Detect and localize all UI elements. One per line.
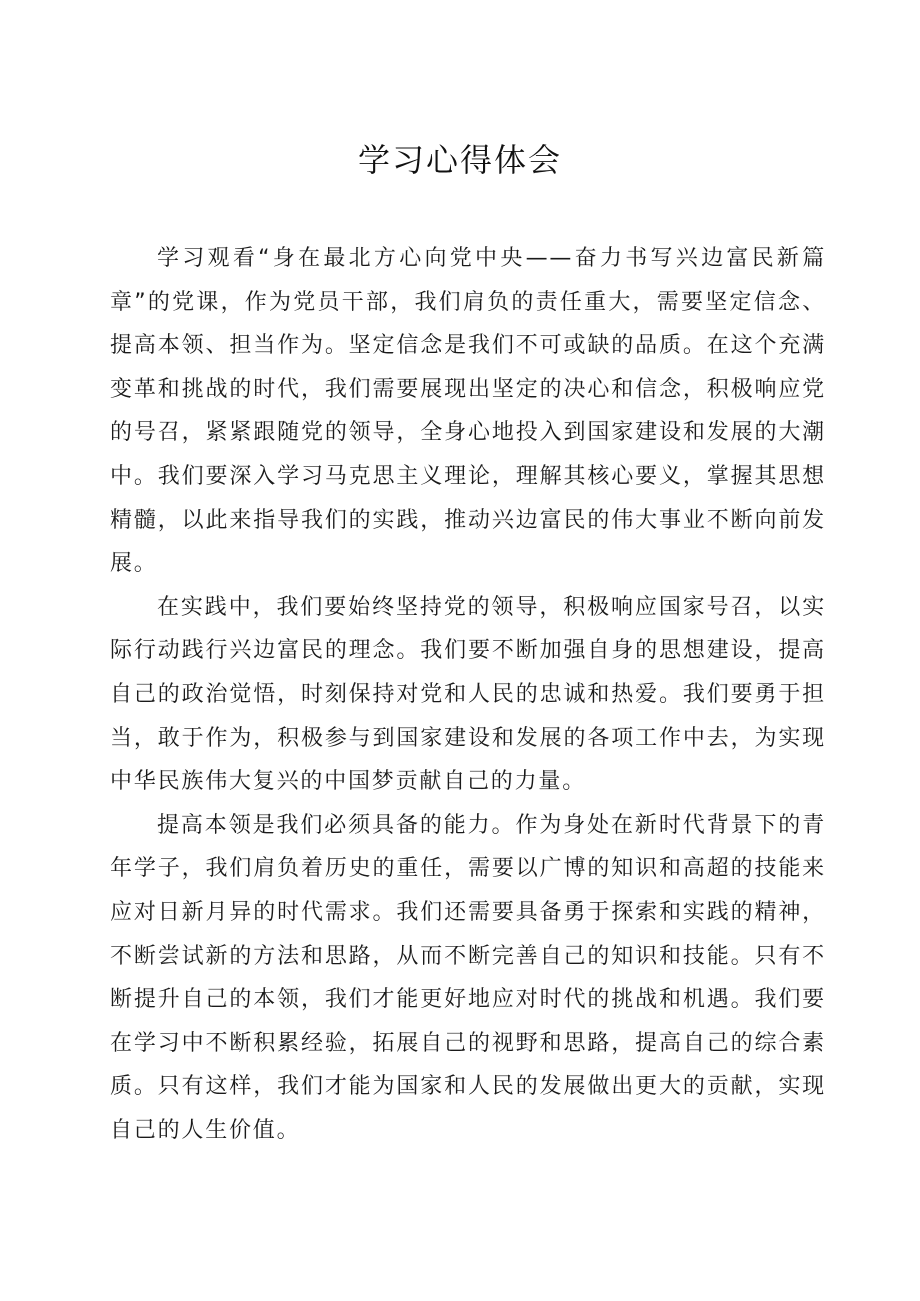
paragraph-1: 学习观看“身在最北方心向党中央——奋力书写兴边富民新篇章”的党课，作为党员干部，我们肩负的责任重大，需要坚定信念、提高本领、担当作为。坚定信念是我们不可或缺的品质。在这个充满变革和挑战的时代，我们需要展现出坚定的决心和信念，积极响应党的号召，紧紧跟随党的领导，全身心地投入到国家建设和发展的大潮中。我们要深入学习马克思主义理论，理解其核心要义，掌握其思想精髓，以此来指导我们的实践，推动兴边富民的伟大事业不断向前发展。 (110, 246, 826, 577)
document-body (110, 237, 826, 1152)
paragraph-3: 提高本领是我们必须具备的能力。作为身处在新时代背景下的青年学子，我们肩负着历史的重任，需要以广博的知识和高超的技能来应对日新月异的时代需求。我们还需要具备勇于探索和实践的精神，不断尝试新的方法和思路，从而不断完善自己的知识和技能。只有不断提升自己的本领，我们才能更好地应对时代的挑战和机遇。我们要在学习中不断积累经验，拓展自己的视野和思路，提高自己的综合素质。只有这样，我们才能为国家和人民的发展做出更大的贡献，实现自己的人生价值。 (110, 812, 826, 1143)
document-title: 学习心得体会 (357, 141, 562, 179)
paragraph-2: 在实践中，我们要始终坚持党的领导，积极响应国家号召，以实际行动践行兴边富民的理念。我们要不断加强自身的思想建设，提高自己的政治觉悟，时刻保持对党和人民的忠诚和热爱。我们要勇于担当，敢于作为，积极参与到国家建设和发展的各项工作中去，为实现中华民族伟大复兴的中国梦贡献自己的力量。 (110, 594, 826, 795)
